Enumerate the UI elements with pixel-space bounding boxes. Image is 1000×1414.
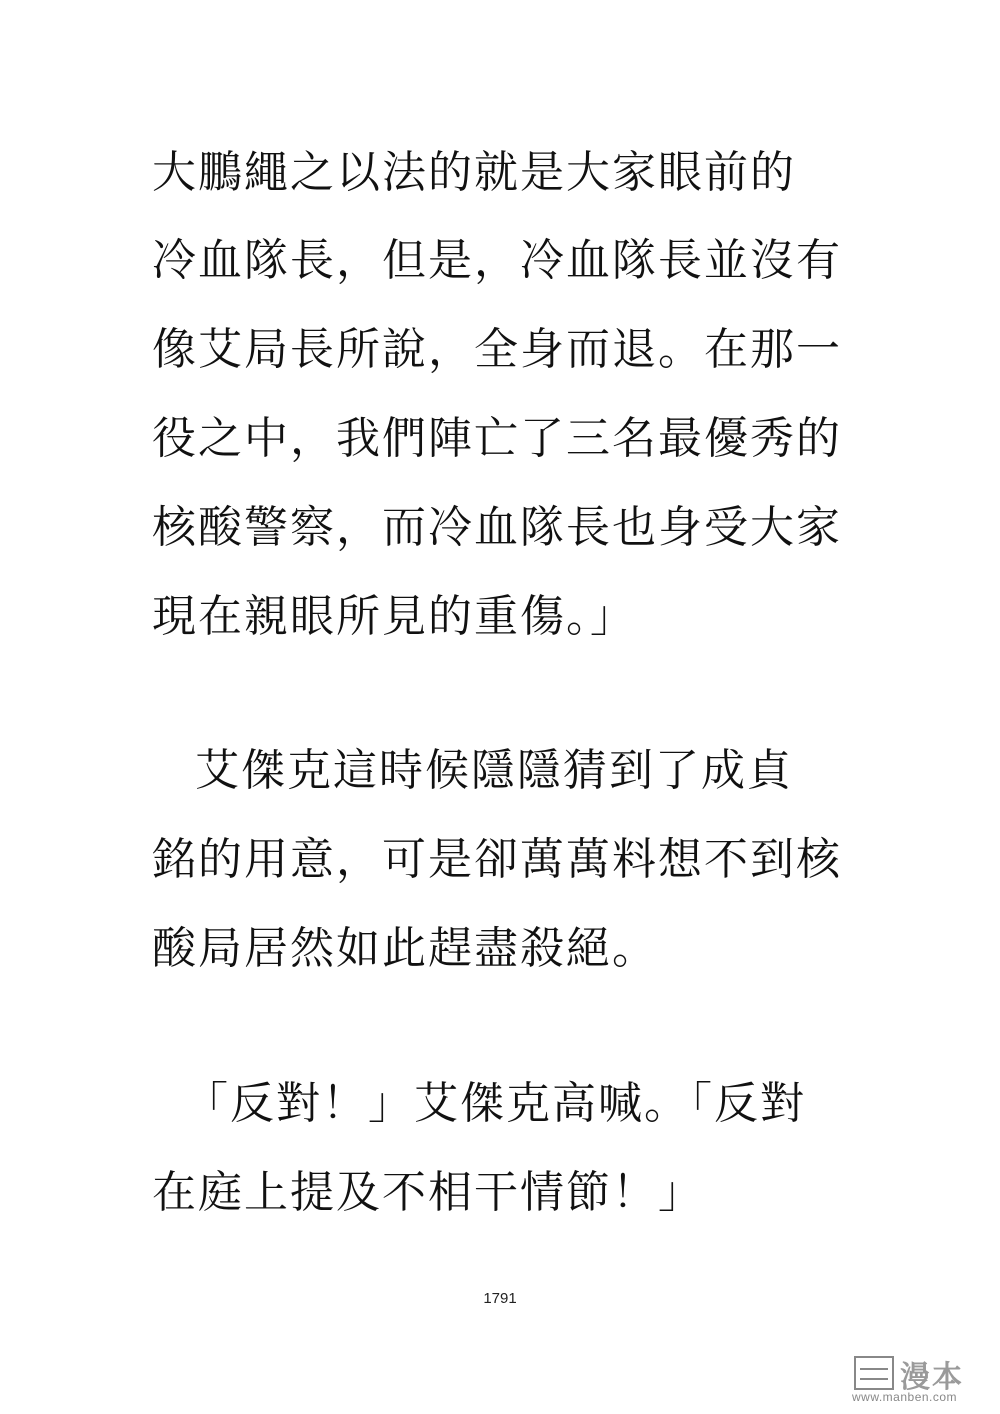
text-line: 大鵬繩之以法的就是大家眼前的 [152, 147, 796, 198]
page-number: 1791 [483, 1290, 517, 1307]
text-line: 像艾局長所說，全身而退。在那一 [152, 324, 842, 375]
text-line: 艾傑克這時候隱隱猜到了成貞 [195, 745, 793, 796]
text-line: 酸局居然如此趕盡殺絕。 [152, 923, 658, 974]
text-line: 銘的用意，可是卻萬萬料想不到核 [152, 834, 842, 885]
watermark-title: 漫本 [900, 1360, 964, 1395]
text-line: 冷血隊長，但是，冷血隊長並沒有 [152, 235, 842, 286]
text-line: 在庭上提及不相干情節！」 [152, 1167, 704, 1218]
text-line: 核酸警察，而冷血隊長也身受大家 [152, 502, 842, 553]
watermark-url: www.manben.com [852, 1390, 958, 1404]
watermark-logo [848, 1350, 988, 1406]
seal-icon [854, 1356, 894, 1390]
text-line: 役之中，我們陣亡了三名最優秀的 [152, 413, 842, 464]
text-line: 現在親眼所見的重傷。」 [152, 591, 636, 642]
text-line: 「反對！」艾傑克高喊。「反對 [184, 1078, 806, 1129]
